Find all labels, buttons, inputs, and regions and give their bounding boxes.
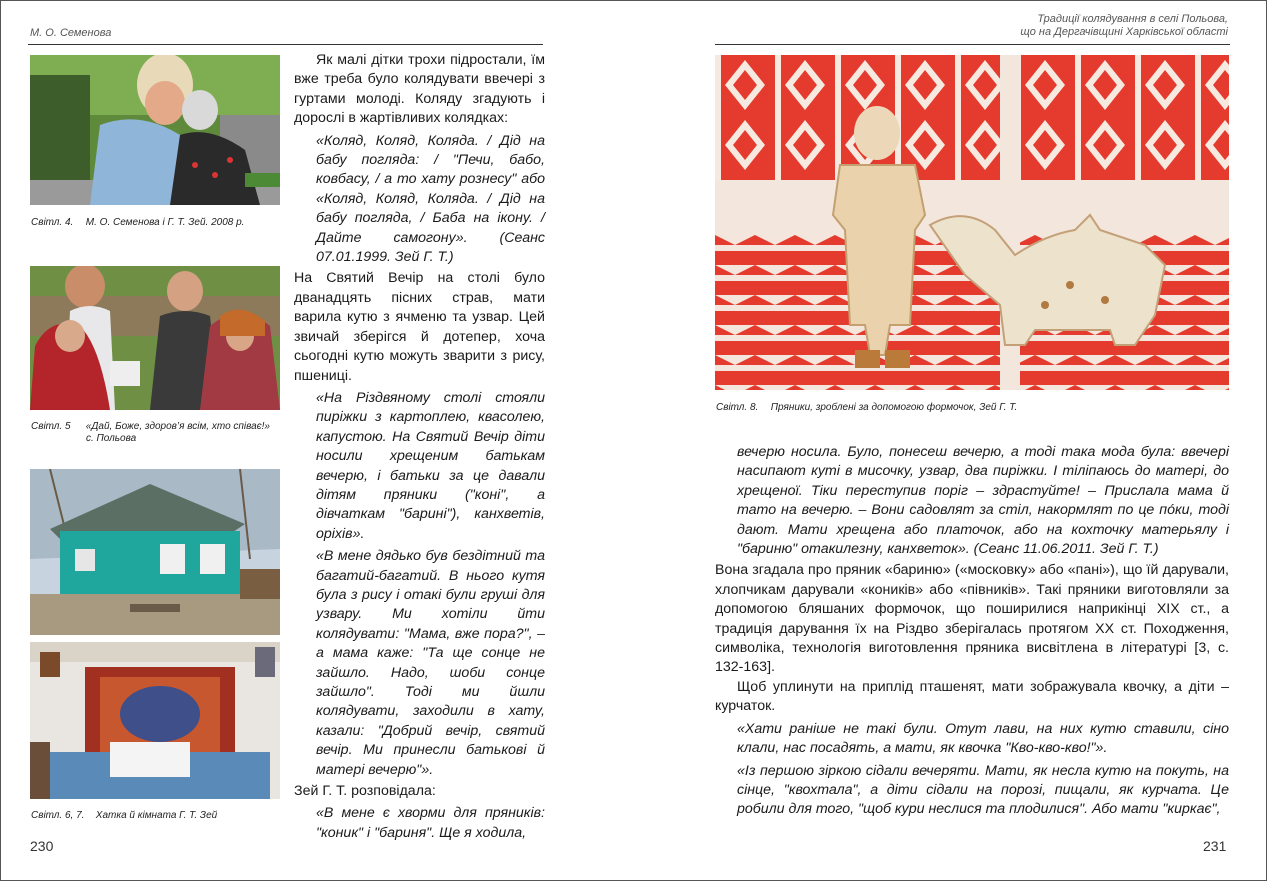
caption-label: Світл. 4.	[31, 217, 74, 228]
paragraph: На Святий Вечір на столі було дванадцять пісних страв, мати варила кутю з ячменю та узвар. Цей звичай зберігся й дотепер, хоча сьогодні кутю можуть зварити з рису, пшениці.	[294, 270, 545, 384]
quote-paragraph: вечерю носила. Було, понесеш вечерю, а тоді така мода була: ввечері насипают куті в мисочку, узвар, два пиріжки. І тіліпаюсь до матері, до хрещеної. Тіки переступив поріг – здрастуйте! – Прислала мама й тато на вечерю. – Вони садовлят за стіл, накормлят по це пóки, тоді дают. Мати хрещена або платочок, або на кохточку матерьялу і "бариню" отакилезну, канхветок». (Сеанс 11.06.2011. Зей Г. Т.)	[737, 444, 1229, 558]
caption-text-line2: с. Польова	[86, 433, 137, 444]
caption-photo-6-7	[31, 810, 286, 822]
right-text-column	[715, 443, 1229, 822]
caption-text: Хатка й кімната Г. Т. Зей	[95, 810, 218, 821]
caption-text: М. О. Семенова і Г. Т. Зей. 2008 р.	[85, 217, 245, 228]
right-running-header	[930, 13, 1228, 39]
left-header-rule	[28, 44, 543, 45]
quote-paragraph: «Із першою зіркою сідали вечеряти. Мати, як несла кутю на покуть, на сінце, "квохтала", а діти сідали на порозі, пищали, як курчата. Це робили для того, "щоб кури неслися та плодилися". Або мати "киркає",	[737, 762, 1229, 818]
paragraph: Як малі дітки трохи підростали, їм вже треба було колядувати ввечері з гуртами молоді. Коляду згадують і дорослі в жартівливих колядках:	[294, 52, 545, 127]
left-running-header: М. О. Семенова	[30, 27, 112, 39]
caption-text: «Дай, Боже, здоров’я всім, хто співає!»	[85, 421, 270, 432]
caption-photo-5	[31, 421, 286, 445]
caption-label: Світл. 5	[31, 421, 71, 432]
quote-paragraph: «Хати раніше не такі були. Отут лави, на них кутю ставили, сіно клали, нас посадять, а мати, як квочка "Кво-кво-кво!"».	[737, 720, 1229, 757]
header-line-1: Традиції колядування в селі Польова,	[1037, 13, 1228, 25]
quote-paragraph: «В мене дядько був бездітний та багатий-багатий. В нього кутя була з рису і отакі були груші для узвару. Ми хотіли йти колядувати: "Мама, вже пора?", – а мама каже: "Та ще сонце не зайшло. Надо, шоби сонце зайшло". Тоді ми йшли колядувати, заходили в хату, казали: "Добрий вечір, святий вечір. Ми принесли батькові й матері вечерю"».	[316, 548, 545, 778]
caption-photo-4	[31, 217, 286, 229]
photo-5-singers	[30, 266, 280, 410]
quote-paragraph: «На Різдвяному столі стояли пиріжки з картоплею, квасолею, капустою. На Святий Вечір діти носили хрещеним батькам вечерю, і батьки за це давали дітям пряники ("коні", а дівчаткам "барині"), канхветів, оріхів».	[316, 389, 545, 542]
caption-label: Світл. 8.	[716, 402, 759, 413]
caption-text: Пряники, зроблені за допомогою формочок, Зей Г. Т.	[770, 402, 1018, 413]
paragraph: Вона згадала про пряник «бариню» («московку» або «пані»), що їй дарували, хлопчикам дарували «коників» або «півників». Такі пряники виготовляли за допомогою бляшаних формочок, що поширилися наприкінці XIX ст., а традиція дарування їх на Різдво зберігалась протягом XX ст. Походження, символіка, технологія виготовлення пряника висвітлена в літературі [3, с. 132-163].	[715, 562, 1229, 676]
left-text-column	[294, 51, 545, 845]
right-header-rule	[715, 44, 1230, 45]
quote-paragraph: «В мене є хворми для пряників: "коник" і "бариня". Ще я ходила,	[316, 805, 545, 841]
page-number-left: 230	[30, 838, 54, 854]
photo-8-gingerbread	[715, 55, 1229, 390]
paragraph: Щоб уплинути на приплід пташенят, мати зображувала квочку, а діти – курчаток.	[715, 678, 1229, 715]
photo-4-embrace	[30, 55, 280, 205]
quote-paragraph: «Коляд, Коляд, Коляда. / Дід на бабу погляда: / "Печи, бабо, ковбасу, / а то хату рознесу" або «Коляд, Коляд, Коляда. / Дід на бабу погляда, / Баба на ікону. / Дайте самогону». (Сеанс 07.01.1999. Зей Г. Т.)	[316, 132, 545, 266]
paragraph: Зей Г. Т. розповідала:	[294, 783, 436, 800]
page-number-right: 231	[1203, 838, 1227, 854]
header-line-2: що на Дергачівщині Харківської області	[1020, 26, 1228, 38]
caption-label: Світл. 6, 7.	[31, 810, 85, 821]
caption-photo-8	[716, 402, 1226, 414]
photo-7-room	[30, 642, 280, 799]
photo-6-house	[30, 469, 280, 635]
